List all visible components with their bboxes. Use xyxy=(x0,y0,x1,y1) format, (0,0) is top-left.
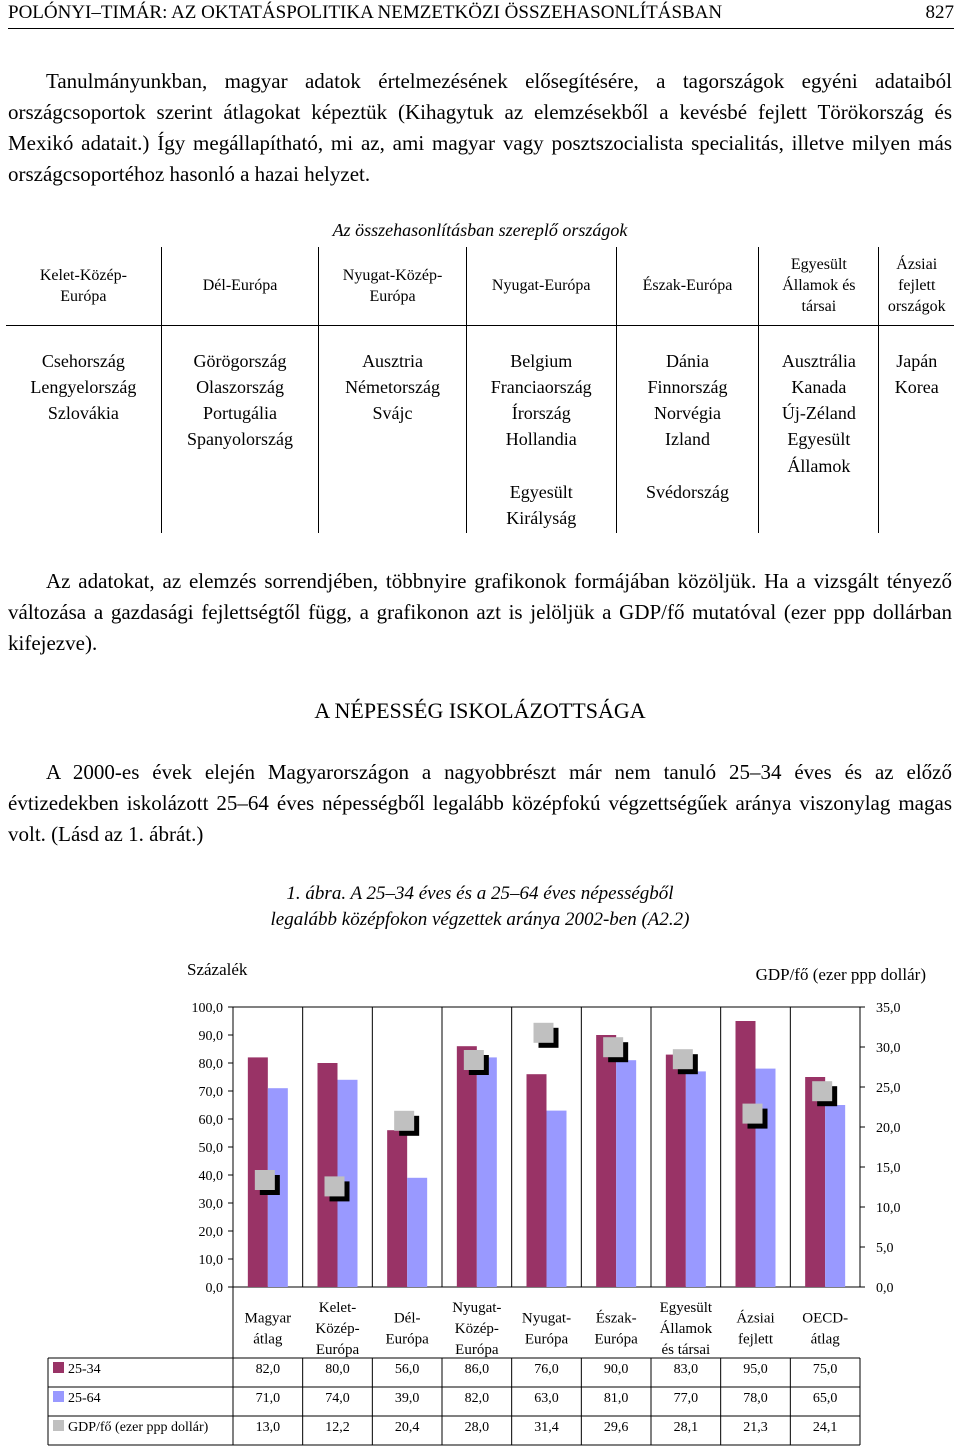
country-list xyxy=(6,325,161,533)
country-group-header-line: Ázsiai xyxy=(896,256,938,274)
country-table-header-row xyxy=(6,247,954,325)
country-name: Svájc xyxy=(372,403,413,424)
bar-25-64 xyxy=(686,1071,706,1287)
country-group-header-line: Államok és xyxy=(782,277,856,295)
gdp-marker xyxy=(812,1081,832,1101)
data-value-label: 65,0 xyxy=(812,1391,838,1406)
figure-caption-line2: legalább középfokon végzettek aránya 2002-ben (A2.2) xyxy=(270,909,690,930)
country-name xyxy=(469,453,614,479)
country-name: Japán xyxy=(896,350,938,371)
bar-25-64 xyxy=(407,1178,427,1287)
data-value-label: 81,0 xyxy=(603,1391,629,1406)
legend-label: 25-34 xyxy=(68,1362,101,1377)
data-value-label: 24,1 xyxy=(812,1420,838,1435)
country-group-header xyxy=(879,247,954,325)
left-tick-label: 40,0 xyxy=(198,1169,223,1184)
running-header xyxy=(8,2,954,29)
country-name: Korea xyxy=(894,376,939,397)
country-list xyxy=(161,325,319,533)
country-list xyxy=(759,325,879,533)
data-value-label: 90,0 xyxy=(603,1362,629,1377)
country-group-header-line: Nyugat-Európa xyxy=(491,277,591,295)
data-value-label: 13,0 xyxy=(255,1420,281,1435)
page-number: 827 xyxy=(925,2,954,23)
left-tick-label: 50,0 xyxy=(198,1141,223,1156)
data-value-label: 74,0 xyxy=(325,1391,350,1406)
country-name: Dánia xyxy=(665,350,709,371)
left-tick-label: 60,0 xyxy=(198,1113,223,1128)
data-value-label: 78,0 xyxy=(743,1391,768,1406)
section-paragraph: A 2000-es évek elején Magyarországon a nagyobbrészt már nem tanuló 25–34 éves és az előző évtizedekben iskolázott 25–64 éves népességből legalább középfokú végzettségűek aránya viszonylag magas volt. (Lásd az 1. ábrát.) xyxy=(8,760,952,846)
data-value-label: 75,0 xyxy=(812,1362,838,1377)
country-list xyxy=(879,325,954,533)
country-name: Németország xyxy=(345,376,441,397)
bar-25-34 xyxy=(666,1055,686,1287)
country-name: Szlovákia xyxy=(47,403,119,424)
category-label: Európa xyxy=(315,1342,360,1358)
data-value-label: 56,0 xyxy=(394,1362,420,1377)
country-group-header xyxy=(161,247,319,325)
gdp-marker xyxy=(255,1170,275,1190)
data-value-label: 21,3 xyxy=(743,1420,768,1435)
category-label: Magyar xyxy=(244,1310,292,1327)
left-tick-label: 70,0 xyxy=(198,1085,223,1100)
country-group-header-line: Európa xyxy=(60,287,107,305)
data-paragraph: Az adatokat, az elemzés sorrendjében, többnyire grafikonok formájában közöljük. Ha a vizsgált tényező változása a gazdasági fejlettségtől függ, a grafikonon azt is jelöljük a GDP/fő mutatóval (ezer ppp dollárban kifejezve). xyxy=(8,569,952,655)
left-tick-label: 90,0 xyxy=(198,1029,223,1044)
country-name: Olaszország xyxy=(196,376,285,397)
data-value-label: 86,0 xyxy=(464,1362,490,1377)
category-label: fejlett xyxy=(738,1331,773,1348)
left-tick-label: 10,0 xyxy=(198,1253,223,1268)
intro-paragraph: Tanulmányunkban, magyar adatok értelmezésének elősegítésére, a tagországok egyéni adataiból országcsoportok szerint átlagokat képeztük (Kihagytuk az elemzésekből a kevésbé fejlett Törökország és Mexikó adatait.) Így megállapítható, mi az, ami magyar vagy posztszocialista specialitás, illetve milyen más országcsoportéhoz hasonló a hazai helyzet. xyxy=(8,69,952,186)
data-value-label: 82,0 xyxy=(255,1362,281,1377)
category-label: Ázsiai xyxy=(736,1310,775,1327)
category-label: Európa xyxy=(385,1331,429,1348)
bar-25-34 xyxy=(805,1077,825,1287)
gdp-marker xyxy=(673,1049,693,1069)
legend-label: 25-64 xyxy=(68,1391,101,1406)
right-tick-label: 5,0 xyxy=(876,1241,894,1256)
data-value-label: 28,1 xyxy=(673,1420,699,1435)
gdp-marker xyxy=(743,1104,763,1124)
right-tick-label: 35,0 xyxy=(876,1001,901,1016)
bar-25-34 xyxy=(736,1021,756,1287)
figure-caption-line1: 1. ábra. A 25–34 éves és a 25–64 éves népességből xyxy=(286,883,674,904)
country-name: Izland xyxy=(664,429,710,450)
country-name: Csehország xyxy=(41,350,125,371)
left-tick-label: 30,0 xyxy=(198,1197,223,1212)
left-tick-label: 100,0 xyxy=(191,1001,223,1016)
left-tick-label: 80,0 xyxy=(198,1057,223,1072)
category-label: Közép- xyxy=(454,1321,499,1337)
country-name: Királyság xyxy=(506,508,577,529)
category-label: Dél- xyxy=(393,1310,421,1327)
data-value-label: 71,0 xyxy=(255,1391,281,1406)
left-tick-label: 0,0 xyxy=(205,1281,223,1296)
country-group-header xyxy=(6,247,161,325)
country-group-header xyxy=(616,247,759,325)
country-group-header-line: Európa xyxy=(369,287,416,305)
data-value-label: 28,0 xyxy=(464,1420,490,1435)
country-name: Egyesült xyxy=(787,429,851,450)
country-group-header-line: országok xyxy=(887,298,946,316)
data-value-label: 83,0 xyxy=(673,1362,699,1377)
gdp-marker xyxy=(464,1050,484,1070)
country-list xyxy=(616,325,759,533)
right-tick-label: 20,0 xyxy=(876,1121,901,1136)
category-label: átlag xyxy=(253,1331,283,1348)
gdp-marker xyxy=(603,1037,623,1057)
data-value-label: 95,0 xyxy=(743,1362,768,1377)
country-table-caption: Az összehasonlításban szereplő országok xyxy=(332,220,628,240)
right-tick-label: 15,0 xyxy=(876,1161,901,1176)
country-name: Államok xyxy=(787,455,851,476)
country-table xyxy=(6,247,954,533)
bar-25-64 xyxy=(547,1111,567,1287)
category-label: Európa xyxy=(594,1331,638,1348)
data-value-label: 76,0 xyxy=(534,1362,559,1377)
country-name: Kanada xyxy=(791,376,847,397)
data-value-label: 77,0 xyxy=(673,1391,699,1406)
country-name: Egyesült xyxy=(509,481,573,502)
data-value-label: 20,4 xyxy=(394,1420,420,1435)
country-group-header-line: társai xyxy=(801,298,837,316)
running-title: POLÓNYI–TIMÁR: AZ OKTATÁSPOLITIKA NEMZETKÖZI ÖSSZEHASONLÍTÁSBAN xyxy=(8,2,723,23)
country-name xyxy=(619,453,757,479)
data-value-label: 39,0 xyxy=(394,1391,420,1406)
bar-25-34 xyxy=(318,1063,338,1287)
country-group-header-line: fejlett xyxy=(898,277,936,295)
data-value-label: 63,0 xyxy=(534,1391,559,1406)
bar-25-64 xyxy=(616,1060,636,1287)
right-tick-label: 10,0 xyxy=(876,1201,901,1216)
country-name: Hollandia xyxy=(505,429,577,450)
right-tick-label: 30,0 xyxy=(876,1041,901,1056)
data-value-label: 80,0 xyxy=(325,1362,350,1377)
gdp-marker xyxy=(394,1111,414,1131)
gdp-marker xyxy=(534,1023,554,1043)
category-label: Nyugat- xyxy=(452,1300,502,1316)
country-name: Franciaország xyxy=(490,376,592,397)
bar-25-34 xyxy=(387,1130,407,1287)
country-list xyxy=(319,325,466,533)
country-group-header xyxy=(466,247,616,325)
y-left-axis-title: Százalék xyxy=(187,960,248,979)
category-label: Egyesült xyxy=(659,1300,713,1316)
country-name: Új-Zéland xyxy=(781,403,856,424)
category-label: Észak- xyxy=(595,1310,637,1327)
category-label: OECD- xyxy=(802,1310,849,1327)
country-name: Lengyelország xyxy=(30,376,137,397)
country-name: Ausztria xyxy=(362,350,424,371)
section-title: A NÉPESSÉG ISKOLÁZOTTSÁGA xyxy=(314,698,646,723)
country-group-header-line: Nyugat-Közép- xyxy=(342,266,443,284)
category-label: Nyugat- xyxy=(521,1310,572,1327)
country-name: Finnország xyxy=(647,376,728,397)
country-table-body-row xyxy=(6,325,954,533)
country-name: Svédország xyxy=(645,481,729,502)
data-value-label: 82,0 xyxy=(464,1391,490,1406)
country-group-header-line: Kelet-Közép- xyxy=(39,266,127,284)
figure-caption xyxy=(150,881,810,933)
bar-25-64 xyxy=(477,1057,497,1287)
right-tick-label: 0,0 xyxy=(876,1281,894,1296)
category-label: Európa xyxy=(524,1331,569,1348)
country-name: Spanyolország xyxy=(187,429,294,450)
right-tick-label: 25,0 xyxy=(876,1081,901,1096)
category-label: Közép- xyxy=(315,1321,360,1337)
data-value-label: 31,4 xyxy=(534,1420,559,1435)
gdp-marker xyxy=(325,1176,345,1196)
legend-swatch xyxy=(53,1420,64,1431)
category-label: átlag xyxy=(810,1331,840,1348)
country-list xyxy=(466,325,616,533)
country-group-header xyxy=(319,247,466,325)
category-label: Európa xyxy=(455,1342,499,1358)
data-value-label: 12,2 xyxy=(325,1420,350,1435)
legend-swatch xyxy=(53,1362,64,1373)
country-group-header xyxy=(759,247,879,325)
legend-label: GDP/fő (ezer ppp dollár) xyxy=(68,1420,209,1435)
y-right-axis-title: GDP/fő (ezer ppp dollár) xyxy=(755,965,926,984)
left-tick-label: 20,0 xyxy=(198,1225,223,1240)
bar-25-34 xyxy=(527,1074,547,1287)
category-label: Kelet- xyxy=(318,1300,357,1316)
bar-chart xyxy=(0,950,960,1450)
country-name: Portugália xyxy=(203,403,278,424)
bar-25-64 xyxy=(756,1069,776,1287)
bar-25-64 xyxy=(825,1105,845,1287)
category-label: és társai xyxy=(661,1342,711,1358)
bar-25-34 xyxy=(457,1046,477,1287)
category-label: Államok xyxy=(659,1321,713,1337)
data-value-label: 29,6 xyxy=(603,1420,629,1435)
country-name: Görögország xyxy=(193,350,287,371)
country-name: Írország xyxy=(511,403,571,424)
country-name: Ausztrália xyxy=(781,350,856,371)
country-name: Belgium xyxy=(510,350,573,371)
country-group-header-line: Dél-Európa xyxy=(202,277,278,295)
country-group-header-line: Egyesült xyxy=(790,256,847,274)
country-name: Norvégia xyxy=(653,403,721,424)
country-group-header-line: Észak-Európa xyxy=(642,277,733,295)
legend-swatch xyxy=(53,1391,64,1402)
bar-25-34 xyxy=(596,1035,616,1287)
